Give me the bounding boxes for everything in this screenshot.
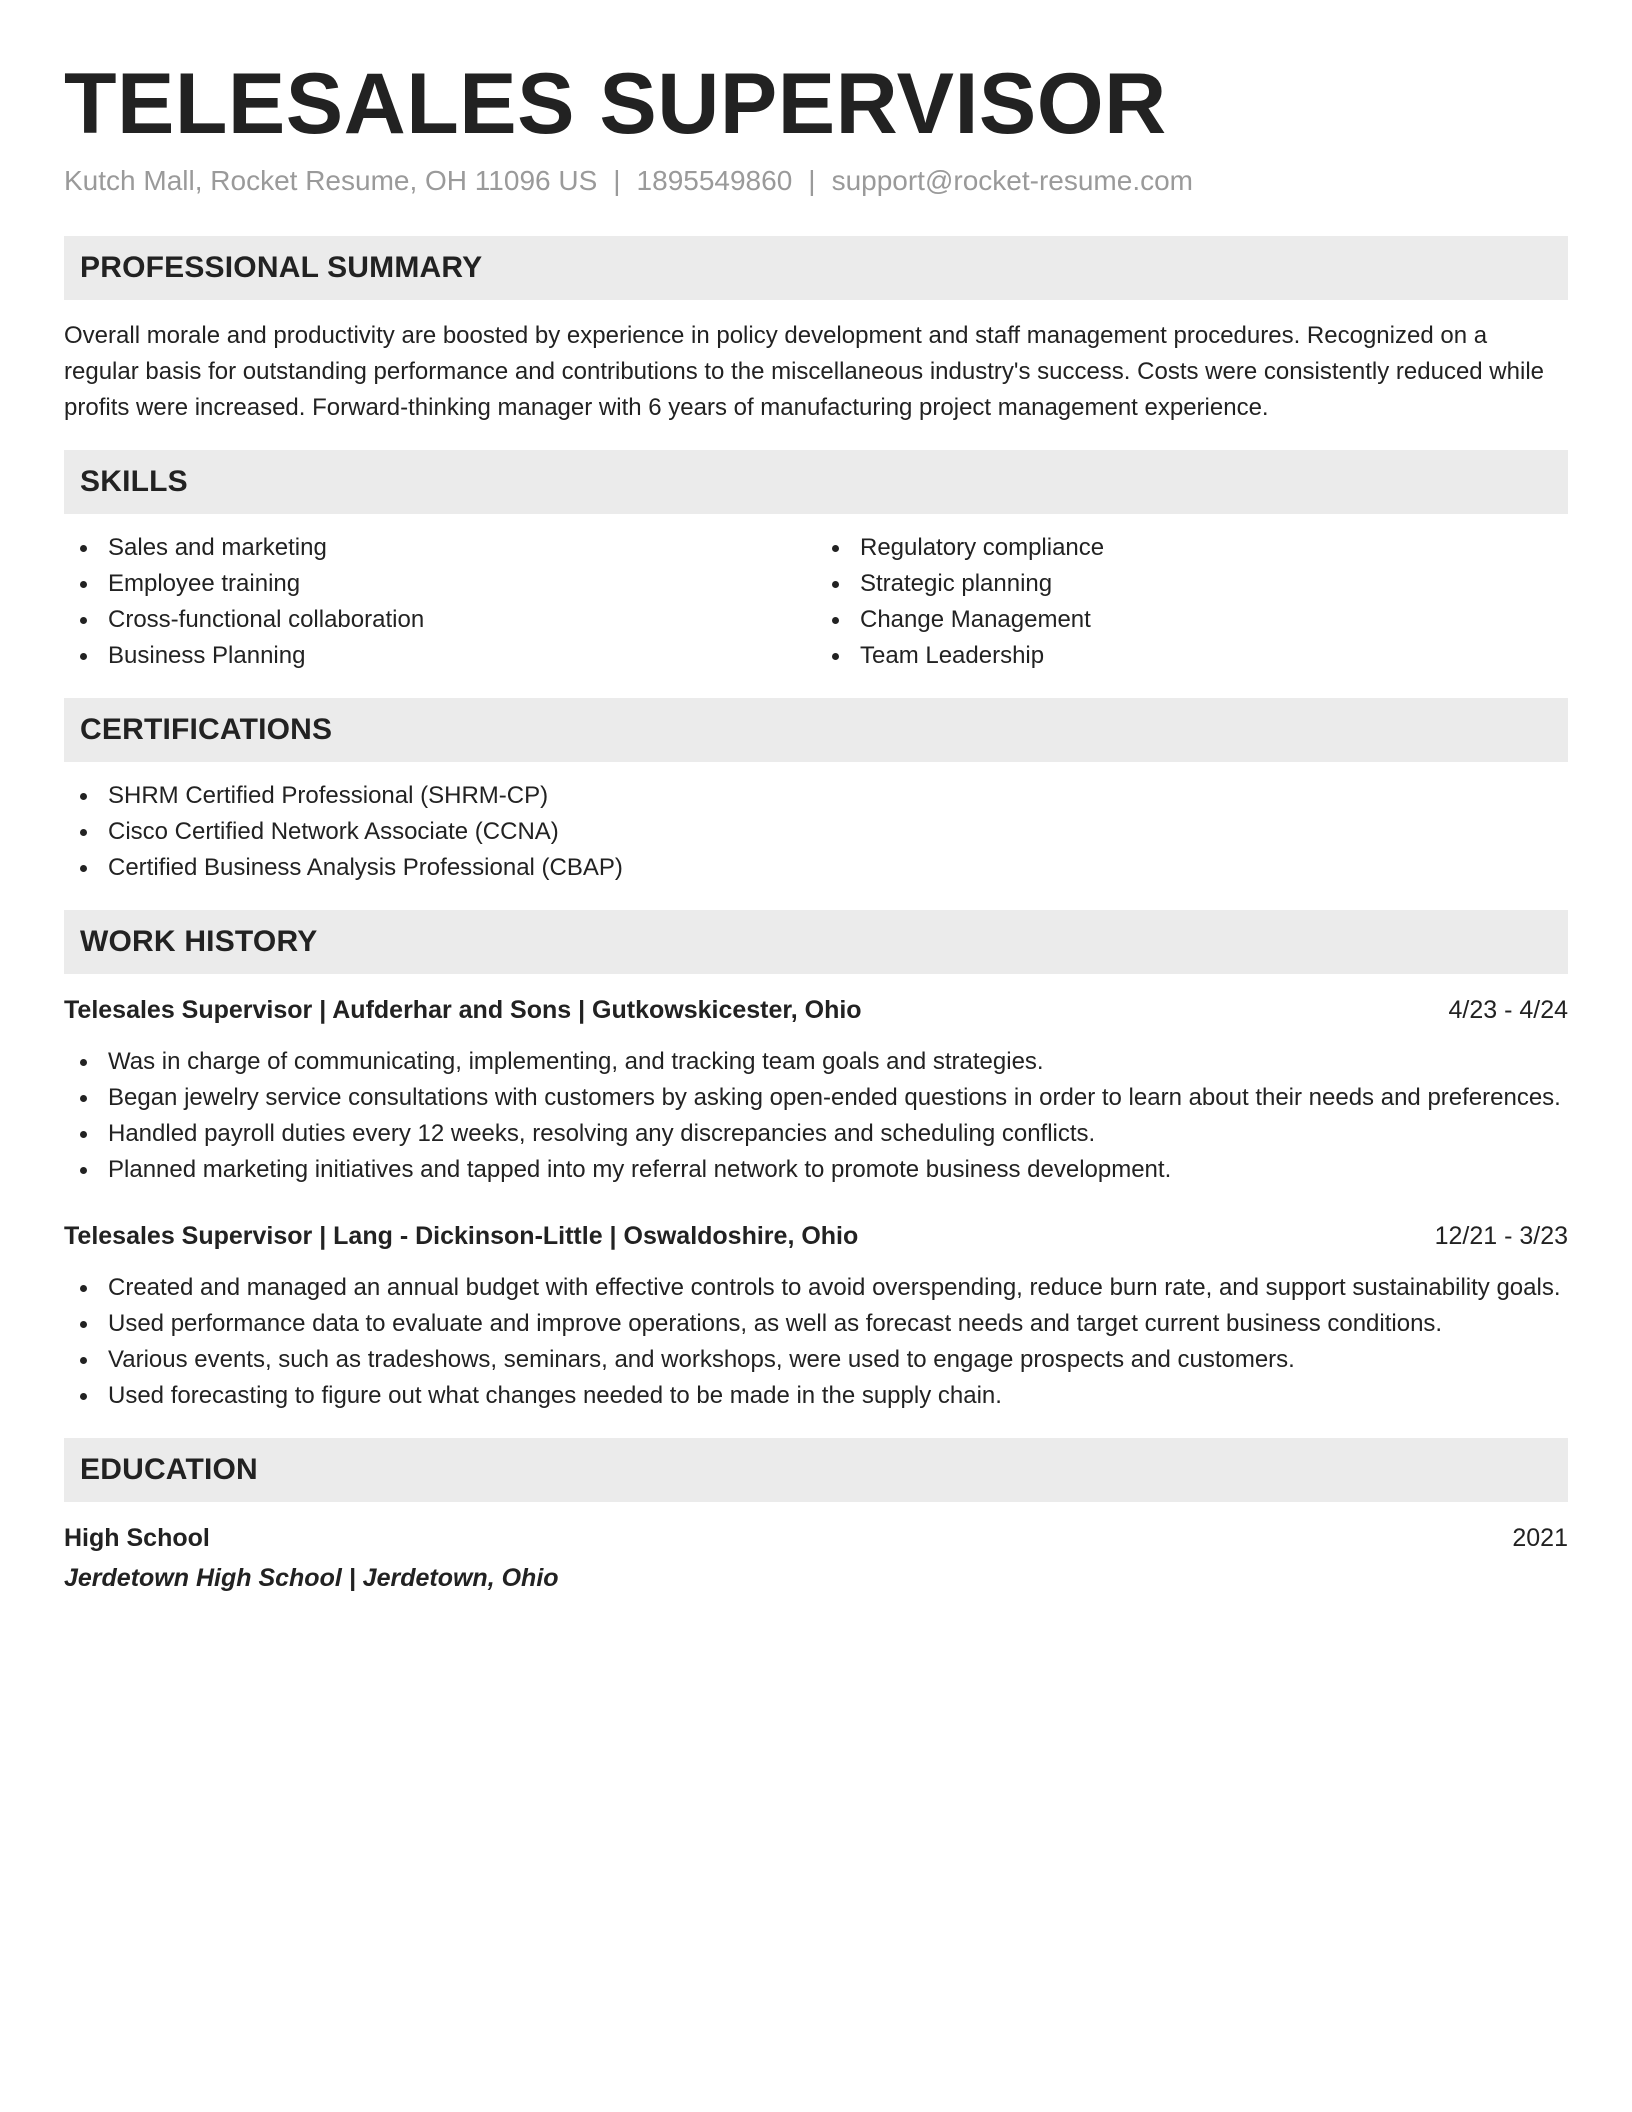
- certification-item: SHRM Certified Professional (SHRM-CP): [64, 778, 1568, 814]
- job-bullet: Used forecasting to figure out what changes needed to be made in the supply chain.: [64, 1378, 1568, 1414]
- skills-heading: SKILLS: [64, 450, 1568, 514]
- education-school: Jerdetown High School | Jerdetown, Ohio: [64, 1564, 559, 1592]
- job-bullets: [64, 1044, 1568, 1188]
- skill-item: Regulatory compliance: [816, 530, 1568, 566]
- certifications-heading: CERTIFICATIONS: [64, 698, 1568, 762]
- skill-item: Strategic planning: [816, 566, 1568, 602]
- contact-address: Kutch Mall, Rocket Resume, OH 11096 US: [64, 165, 598, 196]
- education-degree: High School: [64, 1524, 210, 1552]
- skill-item: Team Leadership: [816, 638, 1568, 674]
- contact-email: support@rocket-resume.com: [831, 165, 1193, 196]
- summary-heading: PROFESSIONAL SUMMARY: [64, 236, 1568, 300]
- education-heading: EDUCATION: [64, 1438, 1568, 1502]
- job-bullet: Planned marketing initiatives and tapped into my referral network to promote business development.: [64, 1152, 1568, 1188]
- education-year: 2021: [1512, 1524, 1568, 1552]
- skill-item: Business Planning: [64, 638, 816, 674]
- job-bullet: Various events, such as tradeshows, seminars, and workshops, were used to engage prospects and customers.: [64, 1342, 1568, 1378]
- job-dates: 12/21 - 3/23: [1434, 1222, 1568, 1250]
- job-bullet: Used performance data to evaluate and improve operations, as well as forecast needs and target current business conditions.: [64, 1306, 1568, 1342]
- job-bullet: Created and managed an annual budget with effective controls to avoid overspending, reduce burn rate, and support sustainability goals.: [64, 1270, 1568, 1306]
- job-entry: [64, 1218, 1568, 1414]
- job-header: [64, 992, 1568, 1028]
- job-bullet: Began jewelry service consultations with customers by asking open-ended questions in order to learn about their needs and preferences.: [64, 1080, 1568, 1116]
- skills-section: [64, 450, 1568, 674]
- skill-item: Change Management: [816, 602, 1568, 638]
- job-title: Telesales Supervisor | Lang - Dickinson-Little | Oswaldoshire, Ohio: [64, 1222, 859, 1250]
- skill-item: Cross-functional collaboration: [64, 602, 816, 638]
- job-bullets: [64, 1270, 1568, 1414]
- skill-item: Employee training: [64, 566, 816, 602]
- work-history-heading: WORK HISTORY: [64, 910, 1568, 974]
- skills-list-left: [64, 530, 816, 674]
- job-header: [64, 1218, 1568, 1254]
- contact-separator: |: [808, 165, 816, 196]
- education-section: [64, 1438, 1568, 1596]
- job-title: Telesales Supervisor | Aufderhar and Sons | Gutkowskicester, Ohio: [64, 996, 862, 1024]
- education-entry: [64, 1520, 1568, 1596]
- skill-item: Sales and marketing: [64, 530, 816, 566]
- summary-section: [64, 236, 1568, 426]
- job-bullet: Handled payroll duties every 12 weeks, resolving any discrepancies and scheduling conflicts.: [64, 1116, 1568, 1152]
- contact-line: [64, 164, 1568, 198]
- certification-item: Cisco Certified Network Associate (CCNA): [64, 814, 1568, 850]
- skills-grid: [64, 530, 1568, 674]
- education-header: [64, 1520, 1568, 1556]
- work-history-section: [64, 910, 1568, 1414]
- contact-phone: 1895549860: [636, 165, 793, 196]
- job-entry: [64, 992, 1568, 1188]
- job-bullet: Was in charge of communicating, implementing, and tracking team goals and strategies.: [64, 1044, 1568, 1080]
- certification-item: Certified Business Analysis Professional (CBAP): [64, 850, 1568, 886]
- certifications-section: [64, 698, 1568, 886]
- certifications-list: [64, 778, 1568, 886]
- candidate-name: TELESALES SUPERVISOR: [64, 56, 1167, 152]
- job-dates: 4/23 - 4/24: [1448, 996, 1568, 1024]
- summary-text: Overall morale and productivity are boosted by experience in policy development and staff management procedures. Recognized on a regular basis for outstanding performance and contributions to the miscellaneous industry's success. Costs were consistently reduced while profits were increased. Forward-thinking manager with 6 years of manufacturing project management experience.: [64, 322, 1544, 421]
- contact-separator: |: [613, 165, 621, 196]
- skills-list-right: [816, 530, 1568, 674]
